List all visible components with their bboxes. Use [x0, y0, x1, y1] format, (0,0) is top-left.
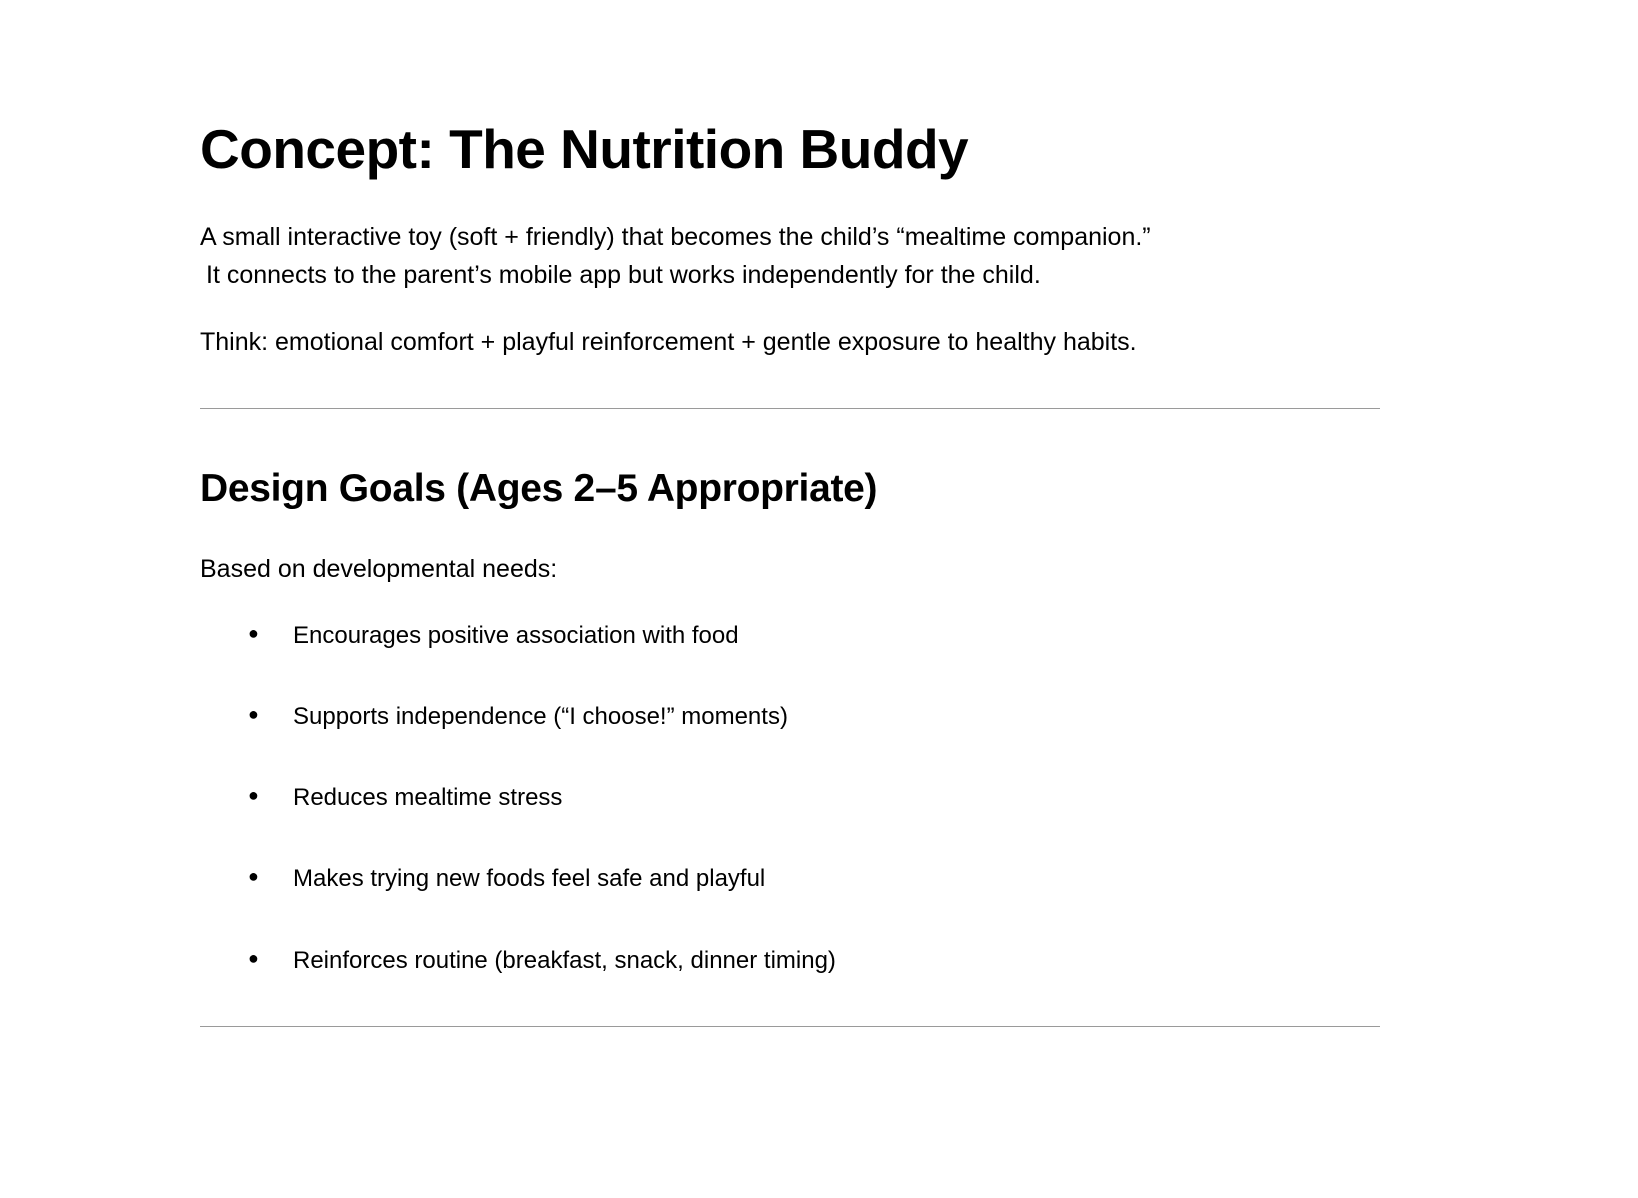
page-title: Concept: The Nutrition Buddy [200, 118, 969, 180]
paragraph-spacer [200, 294, 1438, 324]
intro-line-3: Think: emotional comfort + playful reinforcement + gentle exposure to healthy habits. [200, 328, 1137, 357]
bullet-icon: ● [248, 703, 259, 724]
list-item-label: Supports independence (“I choose!” moments) [293, 702, 788, 730]
list-item [200, 782, 1438, 813]
list-item [200, 620, 1438, 651]
list-item [200, 863, 1438, 894]
list-item-label: Reduces mealtime stress [293, 784, 563, 812]
list-item-label: Reinforces routine (breakfast, snack, dinner timing) [293, 946, 836, 974]
list-item [200, 701, 1438, 732]
section-divider-bottom [200, 1026, 1380, 1027]
bullet-icon: ● [248, 866, 259, 887]
intro-paragraphs [200, 219, 1438, 362]
list-item-label: Encourages positive association with food [293, 621, 739, 649]
intro-line-1: A small interactive toy (soft + friendly) that becomes the child’s “mealtime companion.” [200, 223, 1151, 252]
list-item-label: Makes trying new foods feel safe and playful [293, 865, 766, 893]
intro-line-2: It connects to the parent’s mobile app but works independently for the child. [206, 260, 1041, 289]
design-goals-list [200, 584, 1438, 976]
section-heading-design-goals: Design Goals (Ages 2–5 Appropriate) [200, 466, 878, 510]
section-lead-text: Based on developmental needs: [200, 554, 558, 583]
list-item [200, 945, 1438, 976]
bullet-icon: ● [248, 947, 259, 968]
bullet-icon: ● [248, 622, 259, 643]
bullet-icon: ● [248, 785, 259, 806]
